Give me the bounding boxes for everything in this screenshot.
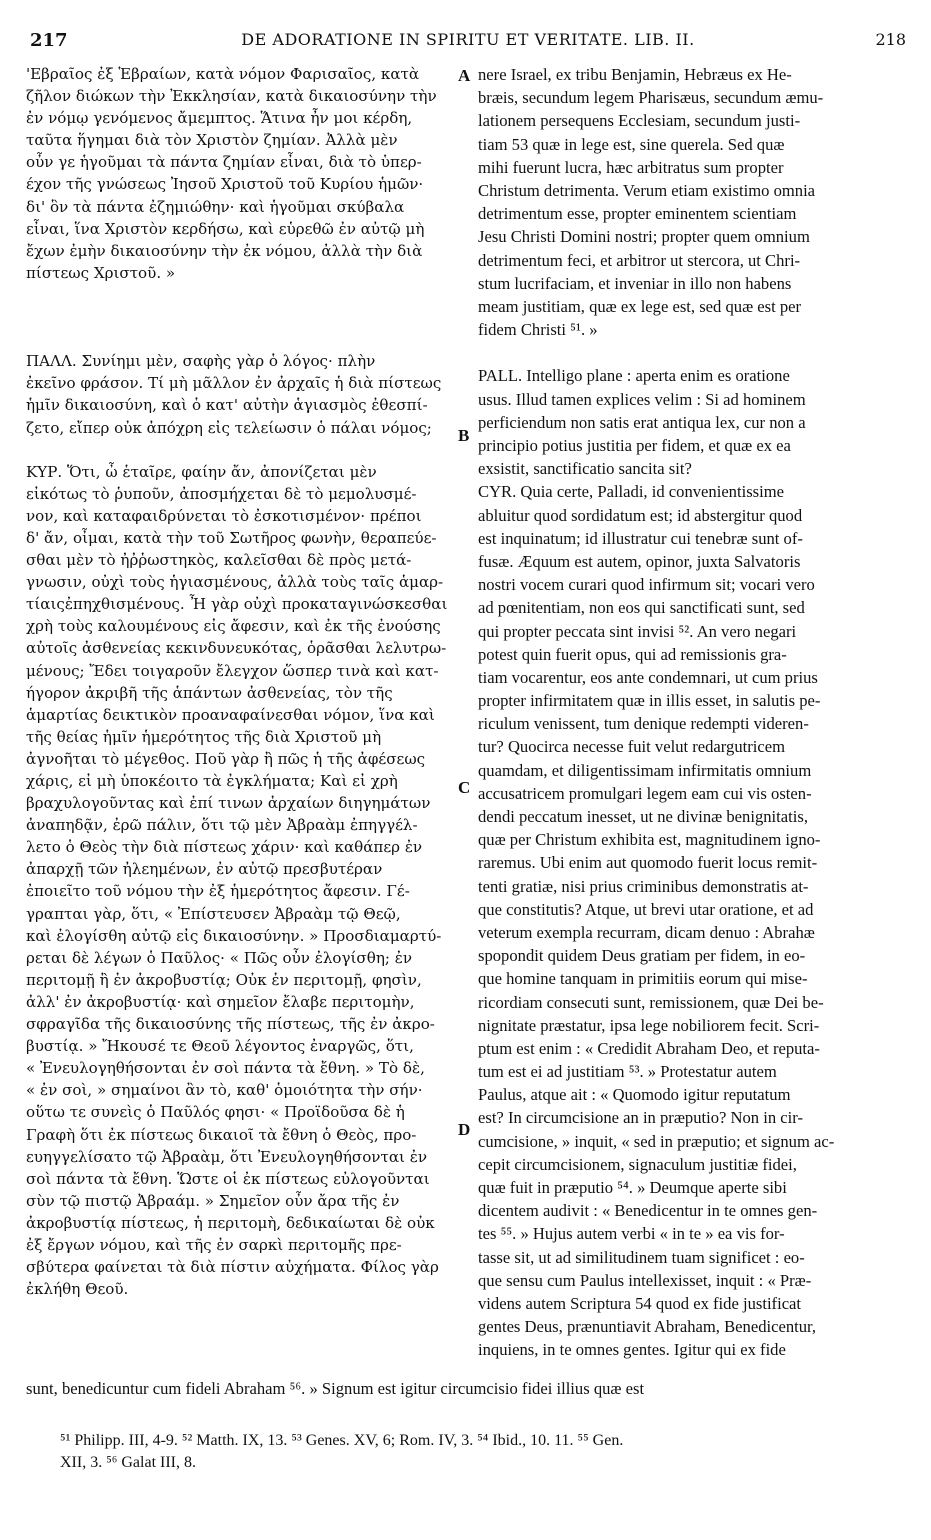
greek-text-line: τίαιςἐπηχθισμένους. Ἦ γὰρ οὐχὶ προκαταγινώσκεσθαι [26, 595, 448, 614]
latin-text-line: quæ per Christum exhibita est, magnitudinem igno- [478, 830, 821, 850]
greek-text-line: ἐκεῖνο φράσον. Τί μὴ μᾶλλον ἐν ἀρχαῖς ἡ διὰ πίστεως [26, 374, 442, 393]
latin-text-line: raremus. Ubi enim aut quomodo fuerit locus remit- [478, 853, 818, 873]
greek-text-line: σφραγῖδα τῆς δικαιοσύνης τῆς πίστεως, τῆς ἐν ἀκρο- [26, 1015, 435, 1034]
latin-text-line: tiam vocarentur, eos ante condemnari, ut cum prius [478, 667, 818, 687]
latin-text-line: mihi fuerunt lucra, hæc arbitratus sum propter [478, 157, 784, 177]
greek-text-line: γνωσιν, οὐχὶ τοὺς ἡγιασμένους, ἀλλὰ τοὺς ταῖς ἁμαρ- [26, 573, 444, 592]
margin-marker-d: D [458, 1120, 471, 1139]
greek-text-line: ρεται δὲ λέγων ὁ Παῦλος· « Πῶς οὖν ἐλογίσθη; ἐν [26, 948, 413, 967]
greek-text-line: « ἐν σοὶ, » σημαίνοι ἂν τὸ, καθ' ὁμοιότητα τὴν σήν· [26, 1081, 423, 1100]
latin-text-line: meam justitiam, quæ ex lege est, sed quæ est per [478, 296, 802, 316]
greek-text-line: εἰκότως τὸ ῥυποῦν, ἀποσμήχεται δὲ τὸ μεμολυσμέ- [26, 484, 417, 503]
greek-text-line: οὕτω τε συνεὶς ὁ Παῦλός φησι· « Προϊδοῦσα δὲ ἡ [26, 1103, 405, 1122]
latin-text-line: Christum detrimenta. Verum etiam existimo omnia [478, 180, 816, 200]
greek-text-line: γραπται γὰρ, ὅτι, « Ἐπίστευσεν Ἀβραὰμ τῷ Θεῷ, [26, 904, 401, 923]
greek-text-line: οὖν γε ἡγοῦμαι τὰ πάντα ζημίαν εἶναι, διὰ τὸ ὑπερ- [26, 153, 422, 172]
margin-marker-c: C [458, 778, 471, 797]
greek-text-line: πίστεως Χριστοῦ. » [26, 263, 176, 282]
greek-text-line: σβύτερα φαίνεται τὰ διὰ πίστιν αὐχήματα. Φίλος γὰρ [26, 1258, 439, 1277]
greek-text-line: Γραφὴ ὅτι ἐκ πίστεως δικαιοῖ τὰ ἔθνη ὁ Θεὸς, προ- [26, 1125, 417, 1144]
greek-text-line: χρὴ τοὺς καλουμένους εἰς ἄφεσιν, καὶ ἐκ τῆς ἐνούσης [26, 617, 441, 636]
greek-text-line [26, 307, 456, 329]
latin-text-line: tasse sit, ut ad similitudinem tuam significet : eo- [478, 1247, 805, 1267]
greek-text-line: βυστίᾳ. » Ἤκουσέ τε Θεοῦ λέγοντος ἐναργῶς, ὅτι, [26, 1037, 414, 1056]
latin-text-line: usus. Illud tamen explices velim : Si ad hominem [478, 389, 806, 409]
greek-text-line: βραχυλογοῦντας καὶ ἐπί τινων ἀρχαίων διηγημάτων [26, 794, 431, 813]
greek-text-line [26, 440, 456, 462]
greek-text-line [26, 329, 456, 351]
latin-text-line: cepit circumcisionem, signaculum justitiæ fidei, [478, 1154, 797, 1174]
latin-text-line: quamdam, et diligentissimam infirmitatis omnium [478, 760, 812, 780]
greek-text-line: δι' ὃν τὰ πάντα ἐζημιώθην· καὶ ἡγοῦμαι σκύβαλα [26, 197, 405, 216]
greek-text-line: σοὶ πάντα τὰ ἔθνη. Ὥστε οἱ ἐκ πίστεως εὐλογοῦνται [26, 1169, 430, 1188]
latin-text-line: spopondit quidem Deus gratiam per fidem, in eo- [478, 946, 806, 966]
latin-text-line: que sensu cum Paulus intellexisset, inquit : « Præ- [478, 1270, 812, 1290]
greek-text-line: μένους; Ἔδει τοιγαροῦν ἔλεγχον ὥσπερ τινὰ καὶ κατ- [26, 661, 439, 680]
latin-text-line: que constitutis? Atque, ut brevi utar oratione, et ad [478, 899, 814, 919]
greek-text-line: « Ἐνευλογηθήσονται ἐν σοὶ πάντα τὰ ἔθνη. » Τὸ δὲ, [26, 1059, 425, 1078]
latin-text-line: PALL. Intelligo plane : aperta enim es oratione [478, 366, 790, 386]
greek-text-line: ἀλλ' ἐν ἀκροβυστίᾳ· καὶ σημεῖον ἔλαβε περιτομὴν, [26, 992, 415, 1011]
latin-text-line: que homine tanquam in primitiis eorum qui mise- [478, 969, 808, 989]
greek-text-line: έχον τῆς γνώσεως Ἰησοῦ Χριστοῦ τοῦ Κυρίου ἡμῶν· [26, 175, 424, 194]
greek-text-line: ήγορον ἀκριβῆ τῆς ἁπάντων ἀσθενείας, τὸν τῆς [26, 683, 393, 702]
greek-text-line [26, 285, 456, 307]
latin-text-line: potest quin fuerit opus, qui ad remissionis gra- [478, 644, 787, 664]
full-width-line: sunt, benedicuntur cum fideli Abraham ⁵⁶. » Signum est igitur circumcisio fidei illius quæ est [26, 1379, 645, 1398]
latin-text-line: cumcisione, » inquit, « sed in præputio; et signum ac- [478, 1131, 835, 1151]
greek-text-line: ταῦτα ἥγημαι διὰ τὸν Χριστὸν ζημίαν. Ἀλλὰ μὲν [26, 131, 398, 150]
latin-text-line: est inquinatum; id illustratur cui tenebræ sunt of- [478, 528, 803, 548]
latin-text-line [478, 342, 896, 365]
margin-marker-a: A [458, 66, 471, 85]
latin-text-line: videns autem Scriptura 54 quod ex fide justificat [478, 1293, 802, 1313]
latin-text-line: qui propter peccata sint invisi ⁵². An vero negari [478, 621, 797, 641]
greek-text-line: 'Εβραῖος ἐξ Ἑβραίων, κατὰ νόμον Φαρισαῖος, κατὰ [26, 65, 420, 83]
latin-text-line: stum lucrifaciam, et inveniar in illo non habens [478, 273, 792, 293]
latin-text-line: inquiens, in te omnes gentes. Igitur qui ex fide [478, 1340, 786, 1360]
latin-text-line: Paulus, atque ait : « Quomodo igitur reputatum [478, 1085, 791, 1105]
latin-text-line: perficiendum non satis erat antiqua lex, cur non a [478, 412, 806, 432]
latin-text-line: exsistit, sanctificatio sancita sit? [478, 459, 692, 479]
greek-text-line: ἐποιεῖτο τοῦ νόμου τὴν ἐξ ἡμερότητος ἄφεσιν. Γέ- [26, 882, 410, 901]
greek-text-line: ἡμῖν δικαιοσύνη, καὶ ὁ κατ' αὐτὴν ἁγιασμὸς ἐθεσπί- [26, 396, 428, 415]
footnote-line: XII, 3. ⁵⁶ Galat III, 8. [60, 1454, 196, 1471]
latin-text-line: tes ⁵⁵. » Hujus autem verbi « in te » ea vis for- [478, 1224, 785, 1244]
latin-text-line: accusatricem promulgari legem eam cui vis osten- [478, 783, 812, 803]
page-number-right: 218 [875, 30, 906, 49]
page-header [30, 30, 906, 58]
latin-column [478, 64, 896, 1363]
latin-text-line: veterum exempla recurram, dicam denuo : Abrahæ [478, 922, 815, 942]
greek-text-line: περιτομῇ ἢ ἐν ἀκροβυστίᾳ; Οὐκ ἐν περιτομῇ, φησὶν, [26, 970, 422, 989]
greek-text-line: εἶναι, ἵνα Χριστὸν κερδήσω, καὶ εὑρεθῶ ἐν αὐτῷ μὴ [26, 219, 425, 238]
greek-text-line: ἐν νόμῳ γενόμενος ἄμεμπτος. Ἅτινα ἦν μοι κέρδη, [26, 109, 413, 128]
greek-text-line: ΠΑΛΛ. Συνίημι μὲν, σαφὴς γὰρ ὁ λόγος· πλὴν [26, 352, 376, 371]
latin-text-line: nere Israel, ex tribu Benjamin, Hebræus ex He- [478, 65, 792, 84]
greek-text-line: ευηγγελίσατο τῷ Ἀβραὰμ, ὅτι Ἐνευλογηθήσονται ἐν [26, 1147, 428, 1166]
footnote-line: ⁵¹ Philipp. III, 4-9. ⁵² Matth. IX, 13. ⁵³ Genes. XV, 6; Rom. IV, 3. ⁵⁴ Ibid., 10. 11. ⁵⁵ Gen. [60, 1432, 624, 1449]
greek-text-line: χάρις, εἰ μὴ ὑποκέοιτο τὰ ἐγκλήματα; Καὶ εἰ χρὴ [26, 772, 398, 790]
latin-text-line: principio potius justitia per fidem, et quæ ex ea [478, 436, 791, 455]
latin-text-line: detrimentum esse, propter eminentem scientiam [478, 204, 797, 224]
greek-text-line: ἀγνοῆται τὸ μέγεθος. Ποῦ γὰρ ἢ πῶς ἡ τῆς ἀφέσεως [26, 749, 426, 768]
latin-text-line: tiam 53 quæ in lege est, sine querela. Sed quæ [478, 134, 785, 154]
latin-text-line: CYR. Quia certe, Palladi, id convenientissime [478, 482, 784, 502]
latin-text-line: fusæ. Æquum est autem, opinor, juxta Salvatoris [478, 551, 801, 571]
latin-text-line: dicentem audivit : « Benedicentur in te omnes gen- [478, 1201, 818, 1221]
latin-text-line: riculum venissent, tum denique redempti videren- [478, 714, 809, 734]
latin-text-line: quæ fuit in præputio ⁵⁴. » Deumque aperte sibi [478, 1178, 787, 1197]
latin-text-line: ricordiam consecuti sunt, remissionem, quæ Dei be- [478, 992, 824, 1012]
latin-text-line: detrimentum feci, et arbitror ut stercora, ut Chri- [478, 250, 801, 270]
greek-text-line: τῆς θείας ἡμῖν ἡμερότητος τῆς διὰ Χριστοῦ μὴ [26, 727, 382, 746]
greek-text-line: ἀπαρχῇ τῶν ἠλεημένων, ἐν αὐτῷ πρεσβυτέραν [26, 860, 383, 879]
latin-text-line: ad pœnitentiam, non eos qui sanctificati sunt, sed [478, 598, 805, 618]
latin-text-line: Jesu Christi Domini nostri; propter quem omnium [478, 227, 810, 247]
page-number-left: 217 [30, 30, 68, 51]
margin-marker-b: B [458, 426, 470, 445]
latin-text-line: lationem persequens Ecclesiam, secundum justi- [478, 111, 801, 131]
latin-text-line: tum est ei ad justitiam ⁵³. » Protestatur autem [478, 1062, 777, 1082]
greek-text-line: καὶ ἐλογίσθη αὐτῷ εἰς δικαιοσύνην. » Προσδιαμαρτύ- [26, 926, 442, 945]
latin-text-line: tur? Quocirca necesse fuit velut redargutricem [478, 737, 786, 757]
greek-text-line: ζῆλον διώκων τὴν Ἐκκλησίαν, κατὰ δικαιοσύνην τὴν [26, 87, 437, 106]
running-title: DE ADORATIONE IN SPIRITU ET VERITATE. LIB. II. [241, 30, 695, 49]
latin-text-line: propter infirmitatem quæ in illis esset, in salutis pe- [478, 691, 821, 711]
greek-column [26, 64, 456, 1301]
greek-text-line: ἁμαρτίας δεικτικὸν προαναφαίνεσθαι νόμον, ἵνα καὶ [26, 705, 435, 724]
greek-text-line: δ' ἄν, οἶμαι, κατὰ τὴν τοῦ Σωτῆρος φωνὴν, θεραπεύε- [26, 528, 437, 547]
latin-text-line: nignitate præstatur, ipsa lege nobiliorem fecit. Scri- [478, 1015, 820, 1035]
latin-text-line: gentes Deus, prænuntiavit Abraham, Benedicentur, [478, 1317, 817, 1337]
latin-text-line: abluitur quod sordidatum est; id abstergitur quod [478, 505, 803, 525]
latin-text-line: dendi peccatum inesset, ut ne divinæ benignitatis, [478, 807, 808, 826]
greek-text-line: αὐτοῖς ἀσθενείας κεκινδυνευκότας, ὁρᾶσθαι λελυτρω- [26, 639, 447, 658]
greek-text-line: ζετο, εἴπερ οὐκ ἀπόχρη εἰς τελείωσιν ὁ πάλαι νόμος; [26, 418, 432, 437]
latin-text-line: tenti gratiæ, nisi prius criminibus demonstratis at- [478, 876, 809, 896]
greek-text-line: ἔχων ἐμὴν δικαιοσύνην τὴν ἐκ νόμου, ἀλλὰ τὴν διὰ [26, 241, 423, 260]
greek-text-line: ἀναπηδᾷν, ἐρῶ πάλιν, ὅτι τῷ μὲν Ἀβραὰμ ἐπηγγέλ- [26, 816, 418, 835]
greek-text-line: σθαι μὲν τὸ ἠῤῥωστηκὸς, καλεῖσθαι δὲ πρὸς μετά- [26, 551, 412, 570]
greek-text-line: λετο ὁ Θεὸς τὴν διὰ πίστεως χάριν· καὶ καθάπερ ἐν [26, 838, 423, 857]
greek-text-line: ἐξ ἔργων νόμου, καὶ τῆς ἐν σαρκὶ περιτομῆς πρε- [26, 1235, 402, 1254]
footnotes [60, 1430, 900, 1474]
latin-text-line: fidem Christi ⁵¹. » [478, 320, 598, 340]
greek-text-line: ἐκλήθη Θεοῦ. [26, 1280, 129, 1299]
latin-text-line: bræis, secundum legem Pharisæus, secundum æmu- [478, 88, 824, 108]
greek-text-line: νον, καὶ καταφαιδρύνεται τὸ ἐσκοτισμένον· πρέποι [26, 506, 422, 525]
greek-text-line: ἀκροβυστίᾳ πίστεως, ἡ περιτομὴ, δεδικαίωται δὲ οὐκ [26, 1213, 435, 1232]
latin-text-line: nostri vocem curari quod infirmum sit; vocari vero [478, 575, 815, 595]
greek-text-line: σὺν τῷ πιστῷ Ἀβραάμ. » Σημεῖον οὖν ἄρα τῆς ἐν [26, 1191, 400, 1210]
latin-text-line: ptum est enim : « Credidit Abraham Deo, et reputa- [478, 1038, 820, 1058]
latin-text-line: est? In circumcisione an in præputio? Non in cir- [478, 1108, 803, 1128]
greek-text-line: ΚΥΡ. Ὅτι, ὦ ἑταῖρε, φαίην ἄν, ἀπονίζεται μὲν [26, 462, 377, 481]
